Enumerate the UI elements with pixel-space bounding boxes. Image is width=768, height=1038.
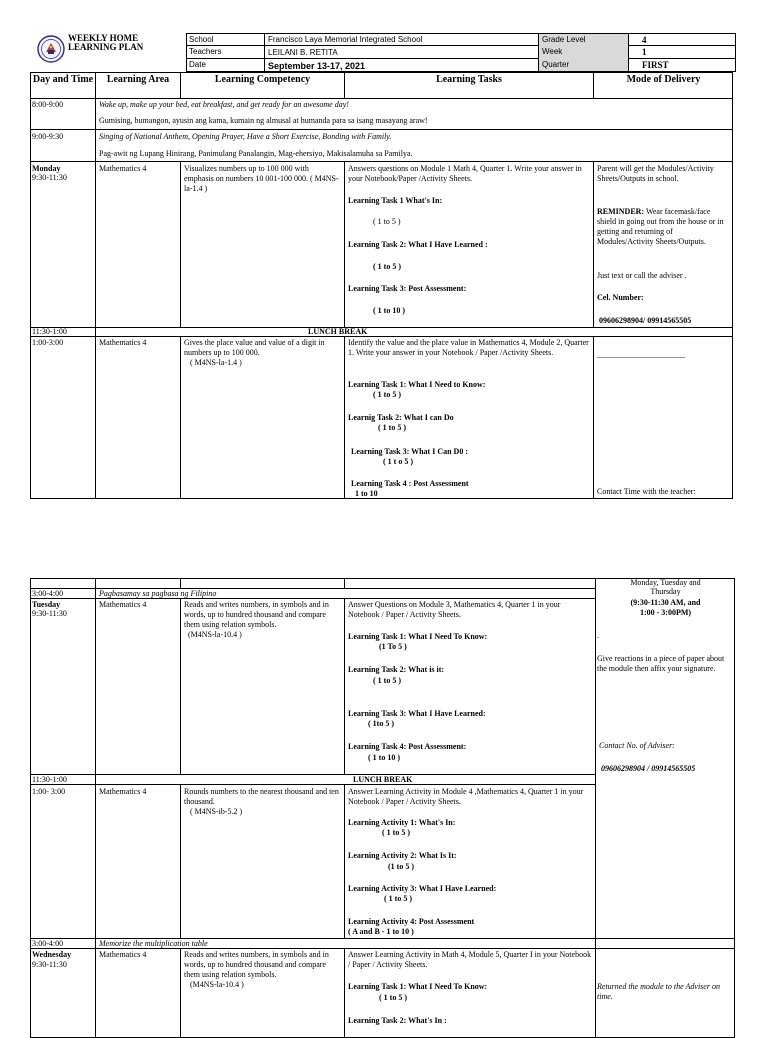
wednesday-day: Wednesday xyxy=(32,950,72,959)
multiplication-time: 3:00-4:00 xyxy=(32,939,64,948)
wednesday-task-1-range: ( 1 to 5 ) xyxy=(379,993,407,1002)
quarter-value: FIRST xyxy=(642,60,669,70)
tuesday-pm-activity-3: Learning Activity 3: What I Have Learned: xyxy=(348,884,497,893)
delivery-contact-time: Contact Time with the teacher: xyxy=(597,487,696,496)
wednesday-task-1: Learning Task 1: What I Need To Know: xyxy=(348,982,488,991)
column-header-area: Learning Area xyxy=(106,74,170,85)
delivery-days-2: Thursday xyxy=(650,587,681,596)
tuesday-pm-activity-4-range: ( A and B - 1 to 10 ) xyxy=(348,927,414,936)
date-label: Date xyxy=(189,60,206,69)
delivery-parent-pickup: Parent will get the Modules/Activity Sheets/Outputs in school. xyxy=(597,164,714,183)
delivery-adviser-contact-label: Contact No. of Adviser: xyxy=(599,741,675,750)
routine-1-filipino: Gumising, bumangon, ayusin ang kama, kumain ng almusal at humanda para sa isang masayang araw! xyxy=(99,116,428,125)
monday-pm-task-3: Learning Task 3: What I Can D0 : xyxy=(351,447,468,456)
tuesday-task-4-range: ( 1 to 10 ) xyxy=(368,753,400,762)
plan-title-line1: WEEKLY HOME xyxy=(68,33,139,43)
teachers-label: Teachers xyxy=(189,47,222,56)
monday-time: 9:30-11:30 xyxy=(32,173,67,182)
tuesday-pm-activity-1-range: ( 1 to 5 ) xyxy=(382,828,410,837)
monday-pm-task-3-range: ( 1 t o 5 ) xyxy=(383,457,413,466)
monday-task-3: Learning Task 3: Post Assessment: xyxy=(348,284,467,293)
tuesday-task-4: Learning Task 4: Post Assessment: xyxy=(348,742,467,751)
monday-task-3-range: ( 1 to 10 ) xyxy=(373,306,405,315)
tuesday-task-3: Learning Task 3: What I Have Learned: xyxy=(348,709,486,718)
delivery-dot: . xyxy=(597,631,599,640)
routine-2-time: 9:00-9:30 xyxy=(32,132,64,141)
monday-pm-task-2-range: ( 1 to 5 ) xyxy=(378,423,406,432)
monday-pm-competency: Gives the place value and value of a digit in numbers up to 100 000. xyxy=(184,338,325,357)
deped-seal-icon xyxy=(37,35,65,63)
tuesday-area: Mathematics 4 xyxy=(99,600,147,609)
wednesday-competency: Reads and writes numbers, in symbols and in words, up to hundred thousand and compare them using relation symbols. xyxy=(184,950,329,979)
column-header-competency: Learning Competency xyxy=(214,74,311,85)
monday-task-1-range: ( 1 to 5 ) xyxy=(373,217,401,226)
routine-1-english: Wake up, make up your bed, eat breakfast, and get ready for an awesome day! xyxy=(99,100,349,109)
tuesday-time: 9:30-11:30 xyxy=(32,609,67,618)
delivery-days: Monday, Tuesday and xyxy=(630,578,701,587)
week-label: Week xyxy=(542,47,563,56)
plan-title-line2: LEARNING PLAN xyxy=(68,42,144,52)
tuesday-pm-activity-1: Learning Activity 1: What's In: xyxy=(348,818,456,827)
routine-2-english: Singing of National Anthem, Opening Prayer, Have a Short Exercise, Bonding with Family. xyxy=(99,132,392,141)
delivery-adviser-number: 09606298904 / 09914565505 xyxy=(601,764,696,773)
monday-pm-task-4-range: 1 to 10 xyxy=(355,489,378,498)
monday-day: Monday xyxy=(32,164,61,173)
delivery-cel-label: Cel. Number: xyxy=(597,293,644,302)
monday-pm-task-intro: Identify the value and the place value in Mathematics 4, Module 2, Quarter 1. Write your answer in your Notebook / Paper /Activity Sheets. xyxy=(348,338,589,357)
tuesday-pm-competency: Rounds numbers to the nearest thousand and ten thousand. xyxy=(184,787,339,806)
wednesday-area: Mathematics 4 xyxy=(99,950,147,959)
tuesday-task-2-range: ( 1 to 5 ) xyxy=(373,676,401,685)
multiplication-activity: Memorize the multiplication table xyxy=(99,939,208,948)
grade-label: Grade Level xyxy=(542,35,586,44)
delivery-reactions: Give reactions in a piece of paper about the module then affix your signature. xyxy=(597,654,725,673)
school-value: Francisco Laya Memorial Integrated School xyxy=(268,35,423,44)
delivery-reminder: REMINDER: Wear facemask/face shield in going out from the house or in getting and returning of Modules/Activity Sheets/Outputs. xyxy=(597,207,724,246)
delivery-text-adviser: Just text or call the adviser . xyxy=(597,271,687,280)
wednesday-time: 9:30-11:30 xyxy=(32,960,67,969)
wednesday-task-2: Learning Task 2: What's In : xyxy=(348,1016,447,1025)
routine-1-time: 8:00-9:00 xyxy=(32,100,64,109)
monday-task-1: Learning Task 1 What's In: xyxy=(348,196,443,205)
monday-competency: Visualizes numbers up to 100 000 with emphasis on numbers 10 001-100 000. ( M4NS-la-1.4 ) xyxy=(184,164,339,193)
grade-value: 4 xyxy=(642,35,647,45)
delivery-return-module: Returned the module to the Adviser on time. xyxy=(597,982,720,1001)
lunch-time-2: 11:30-1:00 xyxy=(32,775,67,784)
monday-task-2-range: ( 1 to 5 ) xyxy=(373,262,401,271)
tuesday-competency-code: (M4NS-la-10.4 ) xyxy=(188,630,242,639)
tuesday-pm-activity-3-range: ( 1 to 5 ) xyxy=(384,894,412,903)
tuesday-pm-competency-code: ( M4NS-ib-5.2 ) xyxy=(190,807,243,816)
tuesday-pm-activity-2: Learning Activity 2: What Is It: xyxy=(348,851,457,860)
wednesday-competency-code: (M4NS-la-10.4 ) xyxy=(190,980,244,989)
tuesday-day: Tuesday xyxy=(32,600,61,609)
teachers-value: LEILANI B. RETITA xyxy=(268,48,338,57)
school-label: School xyxy=(189,35,214,44)
lunch-break-2: LUNCH BREAK xyxy=(353,775,413,784)
tuesday-task-3-range: ( 1to 5 ) xyxy=(368,719,394,728)
column-header-tasks: Learning Tasks xyxy=(436,74,502,85)
lunch-break: LUNCH BREAK xyxy=(308,327,368,336)
week-value: 1 xyxy=(642,47,647,57)
delivery-hours-2: 1:00 - 3:00PM) xyxy=(639,608,692,617)
tuesday-pm-area: Mathematics 4 xyxy=(99,787,147,796)
quarter-label: Quarter xyxy=(542,60,570,69)
monday-area: Mathematics 4 xyxy=(99,164,147,173)
column-header-day-time: Day and Time xyxy=(32,74,94,85)
column-header-delivery: Mode of Delivery xyxy=(626,74,701,85)
tuesday-pm-time: 1:00- 3:00 xyxy=(32,787,66,796)
tuesday-pm-activity-4: Learning Activity 4: Post Assessment xyxy=(348,917,475,926)
routine-2-filipino: Pag-awit ng Lupang Hinirang, Panimulang Panalangin, Mag-ehersiyo, Makisalamuha sa Pamilya. xyxy=(99,149,413,158)
monday-pm-task-1: Learning Task 1: What I Need to Know: xyxy=(348,380,486,389)
monday-pm-area: Mathematics 4 xyxy=(99,338,147,347)
lunch-time: 11:30-1:00 xyxy=(32,327,67,336)
monday-pm-task-2: Learnig Task 2: What I can Do xyxy=(348,413,454,422)
monday-pm-task-4: Learning Task 4 : Post Assessment xyxy=(351,479,469,488)
monday-task-intro: Answers questions on Module 1 Math 4, Quarter 1. Write your answer in your Notebook/Paper /Activity Sheets. xyxy=(348,164,582,183)
wednesday-task-intro: Answer Learning Activity in Math 4, Module 5, Quarter I in your Notebook / Paper / Activity Sheets. xyxy=(348,950,592,969)
monday-task-2: Learning Task 2: What I Have Learned : xyxy=(348,240,488,249)
tuesday-task-intro: Answer Questions on Module 3, Mathematics 4, Quarter 1 in your Notebook / Paper / Activity Sheets. xyxy=(348,600,561,619)
reading-time: 3:00-4:00 xyxy=(32,589,64,598)
tuesday-competency: Reads and writes numbers, in symbols and in words, up to hundred thousand and compare them using relation symbols. xyxy=(184,600,329,629)
tuesday-pm-task-intro: Answer Learning Activity in Module 4 ,Mathematics 4, Quarter 1 in your Notebook / Paper / Activity Sheets. xyxy=(348,787,584,806)
delivery-signature-line: ______________________ xyxy=(597,350,685,359)
delivery-hours: (9:30-11:30 AM, and xyxy=(630,598,701,607)
delivery-cel-number: 09606298904/ 09914565505 xyxy=(599,316,692,325)
date-value: September 13-17, 2021 xyxy=(268,61,366,71)
tuesday-task-1: Learning Task 1: What I Need To Know: xyxy=(348,632,488,641)
monday-pm-task-1-range: ( 1 to 5 ) xyxy=(373,390,401,399)
monday-pm-time: 1:00-3:00 xyxy=(32,338,64,347)
tuesday-pm-activity-2-range: (1 to 5 ) xyxy=(388,862,414,871)
monday-pm-competency-code: ( M4NS-la-1.4 ) xyxy=(190,358,242,367)
tuesday-task-2: Learning Task 2: What is it: xyxy=(348,665,445,674)
reading-activity: Pagbasamay sa pagbasa ng Filipino xyxy=(99,589,217,598)
tuesday-task-1-range: (1 To 5 ) xyxy=(379,642,407,651)
